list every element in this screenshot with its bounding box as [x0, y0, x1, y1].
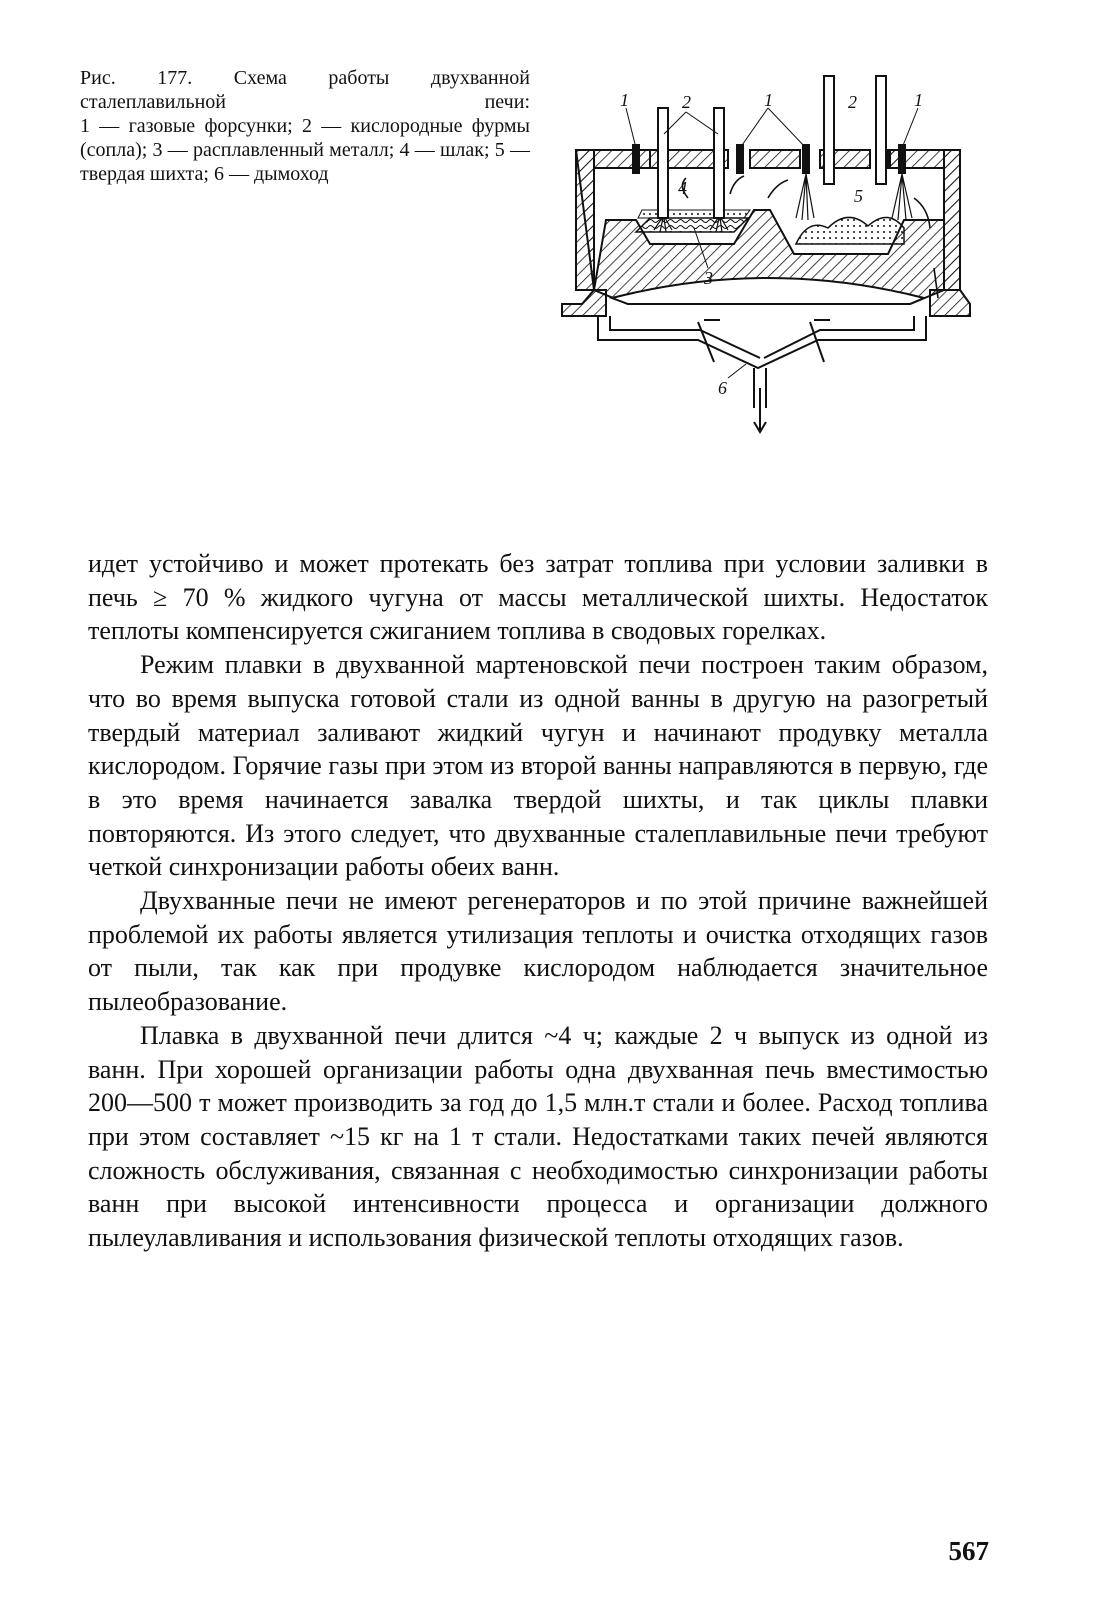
gas-burner: [802, 144, 810, 174]
label-2: 2: [682, 92, 691, 112]
oxygen-lance: [824, 76, 834, 184]
bath-1-slag: [638, 210, 750, 218]
furnace-diagram: [558, 68, 978, 436]
oxygen-lance: [714, 108, 724, 218]
bath-2-charge: [796, 217, 904, 244]
label-2: 2: [848, 92, 857, 112]
flue-ducts: [598, 316, 926, 408]
label-1: 1: [620, 90, 629, 110]
gas-burner: [736, 144, 744, 174]
gas-burner: [632, 144, 640, 174]
figure-caption-title: Рис. 177. Схема работы двухванной сталеплавильной печи:: [80, 67, 530, 113]
paragraph: идет устойчиво и может протекать без затрат топлива при условии заливки в печь ≥ 70 % жидкого чугуна от массы металлической шихты. Недостаток теплоты компенсируется сжиганием топлива в сводовых горелках.: [88, 549, 988, 646]
paragraph: Режим плавки в двухванной мартеновской печи построен таким образом, что во время выпуска готовой стали из одной ванны в другую на разогретый твердый материал заливают жидкий чугун и начинают продувку металла кислородом. Горячие газы при этом из второй ванны направляются в первую, где в это время начинается завалка твердой шихты, и так циклы плавки повторяются. Из этого следует, что двухванные сталеплавильные печи требуют четкой синхронизации работы обеих ванн.: [88, 650, 988, 882]
furnace-left-outer: [576, 150, 594, 290]
figure-caption-legend: 1 — газовые форсунки; 2 — кислородные фурмы (сопла); 3 — расплавленный металл; 4 — шлак; 5 — твердая шихта; 6 — дымоход: [80, 115, 530, 185]
gas-burner: [898, 144, 906, 174]
paragraph: Плавка в двухванной печи длится ~4 ч; каждые 2 ч выпуск из одной из ванн. При хорошей организации работы одна двухванная печь вместимостью 200—500 т может производить за год до 1,5 млн.т стали и более. Расход топлива при этом составляет ~15 кг на 1 т стали. Недостатками таких печей являются сложность обслуживания, связанная с необходимостью синхронизации работы ванн при высокой интенсивности процесса и организации должного пылеулавливания и использования физической теплоты отходящих газов.: [88, 1020, 988, 1253]
bath-1-metal: [636, 218, 748, 232]
body-text: [88, 547, 988, 1255]
flue-dampers: [698, 320, 830, 362]
label-1: 1: [914, 90, 923, 110]
oxygen-lance: [876, 76, 886, 184]
label-6: 6: [718, 378, 727, 398]
furnace-right-outer: [944, 150, 960, 290]
oxygen-lance: [658, 108, 668, 218]
paragraph: Двухванные печи не имеют регенераторов и по этой причине важнейшей проблемой их работы является утилизация теплоты и очистка отходящих газов от пыли, так как при продувке кислородом наблюдается значительное пылеобразование.: [88, 886, 988, 1017]
label-5: 5: [854, 186, 863, 206]
label-4: 4: [678, 178, 687, 198]
exhaust-arrow: [754, 388, 766, 432]
roof-segment: [750, 150, 800, 168]
label-3: 3: [704, 268, 713, 288]
page-number: 567: [948, 1536, 989, 1566]
figure-caption: [80, 66, 530, 186]
label-1: 1: [764, 90, 773, 110]
